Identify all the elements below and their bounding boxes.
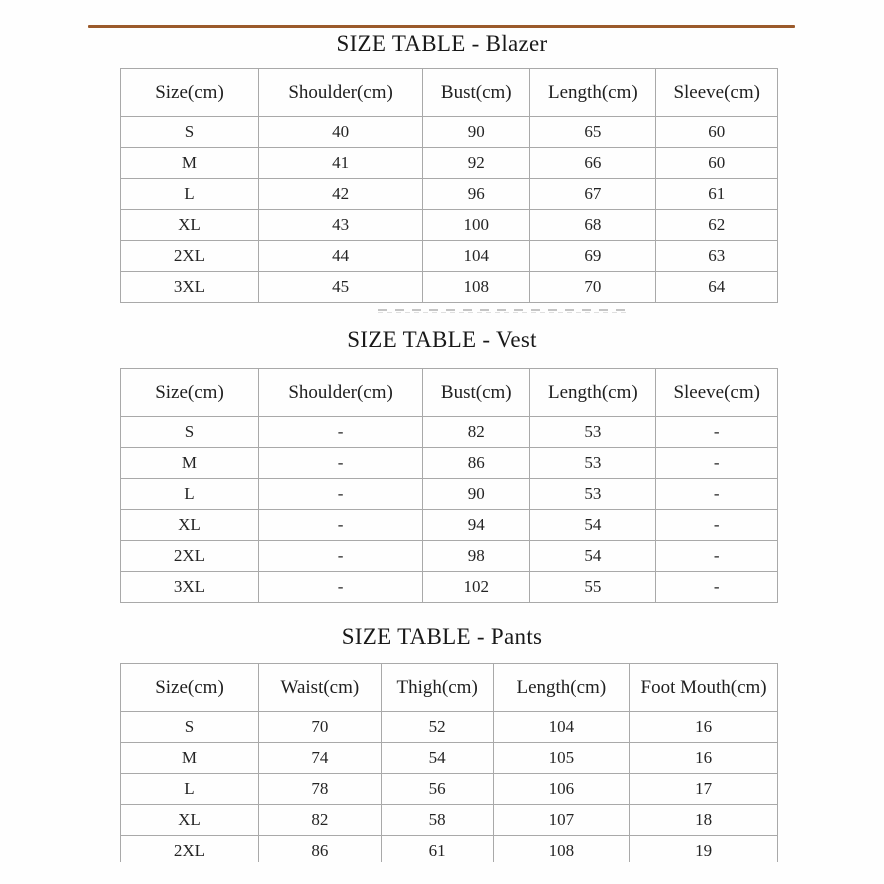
table-cell: 102 <box>423 572 530 603</box>
table-cell: 40 <box>258 117 422 148</box>
table-cell: - <box>656 479 778 510</box>
table-cell: XL <box>121 510 259 541</box>
table-cell: S <box>121 117 259 148</box>
table-cell: M <box>121 148 259 179</box>
table-cell: 43 <box>258 210 422 241</box>
column-header: Sleeve(cm) <box>656 369 778 417</box>
table-cell: 16 <box>630 712 778 743</box>
table-row <box>121 272 778 303</box>
table-cell: 56 <box>381 774 493 805</box>
table-row <box>121 448 778 479</box>
vest-table-title: SIZE TABLE - Vest <box>347 327 537 352</box>
table-row <box>121 241 778 272</box>
table-cell: 108 <box>493 836 630 863</box>
table-cell: 64 <box>656 272 778 303</box>
table-cell: 90 <box>423 117 530 148</box>
table-row <box>121 541 778 572</box>
table-cell: - <box>258 572 422 603</box>
table-cell: 3XL <box>121 572 259 603</box>
table-cell: 70 <box>530 272 656 303</box>
table-row <box>121 210 778 241</box>
table-cell: 106 <box>493 774 630 805</box>
table-cell: 68 <box>530 210 656 241</box>
table-cell: 107 <box>493 805 630 836</box>
table-cell: 19 <box>630 836 778 863</box>
column-header: Length(cm) <box>493 664 630 712</box>
blazer-size-table <box>120 68 778 303</box>
header-row <box>121 664 778 712</box>
table-cell: 58 <box>381 805 493 836</box>
table-cell: - <box>656 541 778 572</box>
table-cell: 53 <box>530 417 656 448</box>
table-row <box>121 417 778 448</box>
table-cell: 60 <box>656 117 778 148</box>
table-cell: 86 <box>423 448 530 479</box>
table-cell: L <box>121 179 259 210</box>
table-cell: XL <box>121 210 259 241</box>
blazer-table-title: SIZE TABLE - Blazer <box>336 31 548 56</box>
blazer-table-container <box>120 68 778 303</box>
table-row <box>121 179 778 210</box>
table-cell: 55 <box>530 572 656 603</box>
table-cell: 104 <box>423 241 530 272</box>
table-cell: M <box>121 743 259 774</box>
table-cell: 61 <box>656 179 778 210</box>
table-row <box>121 510 778 541</box>
table-cell: 104 <box>493 712 630 743</box>
table-cell: M <box>121 448 259 479</box>
column-header: Length(cm) <box>530 69 656 117</box>
table-cell: 70 <box>258 712 381 743</box>
table-cell: 2XL <box>121 241 259 272</box>
table-cell: 62 <box>656 210 778 241</box>
table-cell: 108 <box>423 272 530 303</box>
table-cell: 66 <box>530 148 656 179</box>
table-cell: 82 <box>258 805 381 836</box>
vest-table-container <box>120 368 778 603</box>
table-cell: 2XL <box>121 541 259 572</box>
table-cell: 100 <box>423 210 530 241</box>
table-row <box>121 572 778 603</box>
column-header: Thigh(cm) <box>381 664 493 712</box>
table-cell: 52 <box>381 712 493 743</box>
table-row <box>121 743 778 774</box>
table-cell: S <box>121 417 259 448</box>
table-cell: 17 <box>630 774 778 805</box>
table-cell: 16 <box>630 743 778 774</box>
table-cell: 54 <box>530 510 656 541</box>
table-cell: 44 <box>258 241 422 272</box>
table-row <box>121 479 778 510</box>
table-cell: 18 <box>630 805 778 836</box>
table-cell: 90 <box>423 479 530 510</box>
table-row <box>121 774 778 805</box>
pants-table-container <box>120 663 778 862</box>
table-cell: 78 <box>258 774 381 805</box>
table-cell: 105 <box>493 743 630 774</box>
table-cell: - <box>258 417 422 448</box>
column-header: Foot Mouth(cm) <box>630 664 778 712</box>
table-cell: 86 <box>258 836 381 863</box>
table-cell: 3XL <box>121 272 259 303</box>
table-cell: 60 <box>656 148 778 179</box>
table-cell: 2XL <box>121 836 259 863</box>
pants-table-title: SIZE TABLE - Pants <box>341 624 543 649</box>
table-cell: L <box>121 479 259 510</box>
column-header: Length(cm) <box>530 369 656 417</box>
table-cell: 54 <box>381 743 493 774</box>
column-header: Shoulder(cm) <box>258 369 422 417</box>
table-cell: 94 <box>423 510 530 541</box>
table-cell: 69 <box>530 241 656 272</box>
column-header: Sleeve(cm) <box>656 69 778 117</box>
table-cell: - <box>656 417 778 448</box>
table-cell: 92 <box>423 148 530 179</box>
table-cell: 63 <box>656 241 778 272</box>
clipped-text-remnant <box>378 309 630 314</box>
table-cell: 96 <box>423 179 530 210</box>
header-row <box>121 69 778 117</box>
table-cell: - <box>656 510 778 541</box>
column-header: Size(cm) <box>121 69 259 117</box>
table-row <box>121 836 778 863</box>
table-row <box>121 712 778 743</box>
table-cell: 54 <box>530 541 656 572</box>
table-cell: 41 <box>258 148 422 179</box>
table-cell: L <box>121 774 259 805</box>
vest-size-table <box>120 368 778 603</box>
table-cell: - <box>656 448 778 479</box>
column-header: Bust(cm) <box>423 369 530 417</box>
table-cell: - <box>258 510 422 541</box>
table-cell: 74 <box>258 743 381 774</box>
table-cell: 67 <box>530 179 656 210</box>
table-row <box>121 148 778 179</box>
column-header: Shoulder(cm) <box>258 69 422 117</box>
table-cell: S <box>121 712 259 743</box>
column-header: Bust(cm) <box>423 69 530 117</box>
pants-size-table <box>120 663 778 862</box>
table-cell: 45 <box>258 272 422 303</box>
column-header: Size(cm) <box>121 664 259 712</box>
table-cell: 65 <box>530 117 656 148</box>
table-cell: XL <box>121 805 259 836</box>
table-row <box>121 117 778 148</box>
table-cell: - <box>258 479 422 510</box>
table-cell: 53 <box>530 448 656 479</box>
table-cell: 61 <box>381 836 493 863</box>
header-row <box>121 369 778 417</box>
column-header: Waist(cm) <box>258 664 381 712</box>
table-cell: 42 <box>258 179 422 210</box>
column-header: Size(cm) <box>121 369 259 417</box>
table-row <box>121 805 778 836</box>
table-cell: - <box>656 572 778 603</box>
table-cell: 53 <box>530 479 656 510</box>
table-cell: - <box>258 541 422 572</box>
table-cell: 98 <box>423 541 530 572</box>
top-divider-line <box>88 25 795 28</box>
table-cell: - <box>258 448 422 479</box>
table-cell: 82 <box>423 417 530 448</box>
